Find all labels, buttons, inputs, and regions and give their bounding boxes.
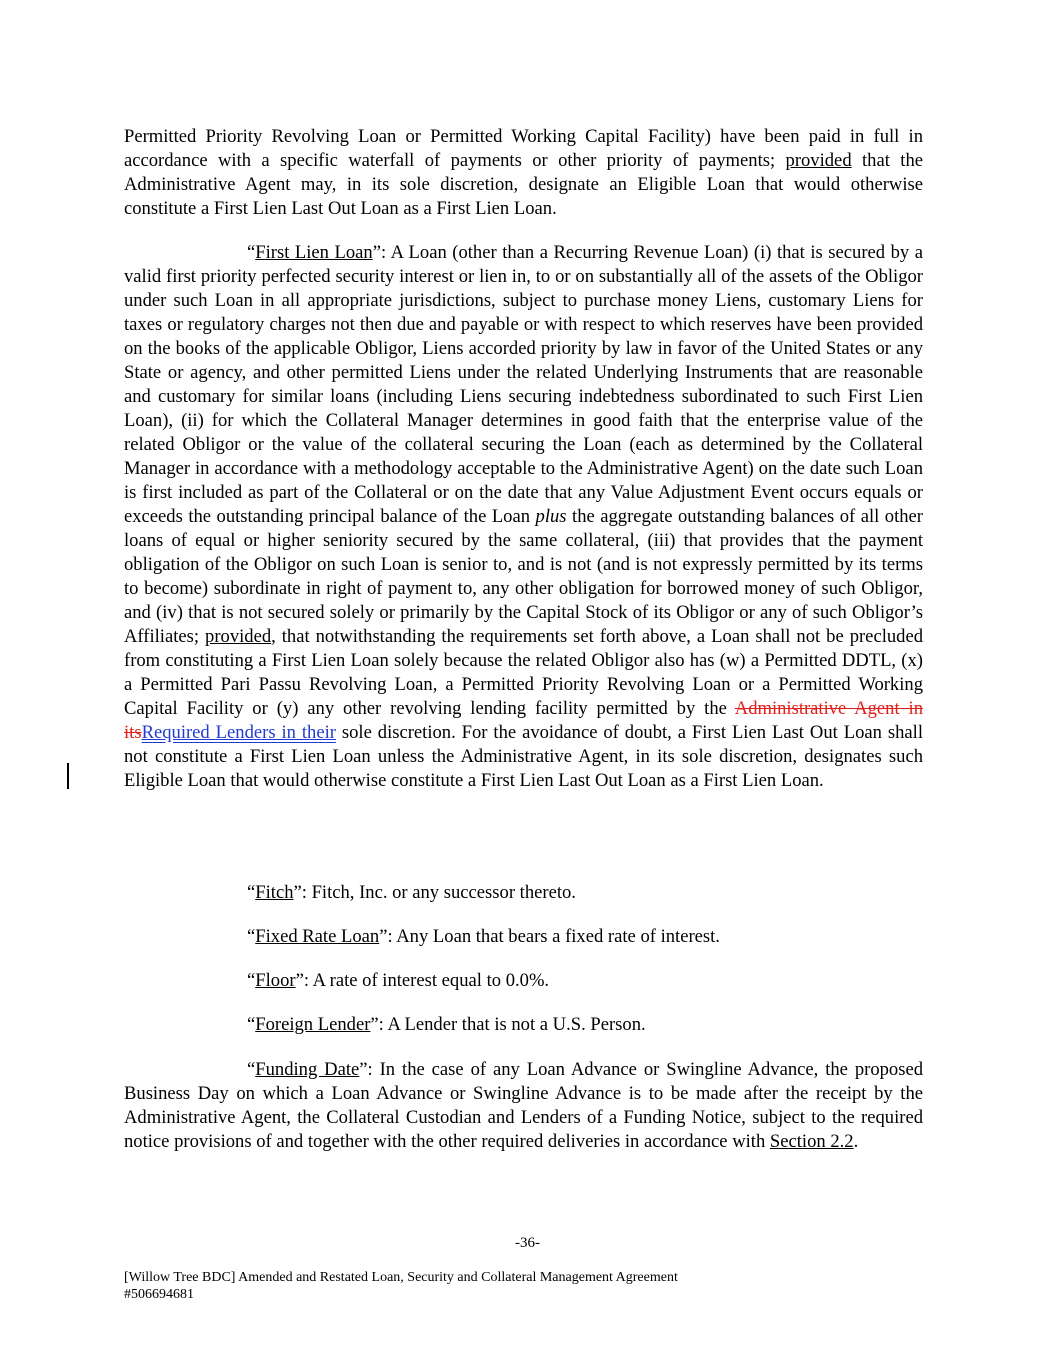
- page-number: -36-: [515, 1235, 540, 1251]
- paragraph-first-lien-last-out-continuation: Permitted Priority Revolving Loan or Permitted Working Capital Facility) have been paid in full in accordance with a specific waterfall of payments or other priority of payments; provided that the Administrative Agent may, in its sole discretion, designate an Eligible Loan that would otherwise constitute a First Lien Last Out Loan as a First Lien Loan.: [124, 126, 923, 219]
- provided-term: provided: [785, 150, 852, 171]
- footer-doc-id: #506694681: [124, 1287, 194, 1302]
- definition-fixed-rate-loan: “Fixed Rate Loan”: Any Loan that bears a fixed rate of interest.: [247, 926, 720, 947]
- definition-floor: “Floor”: A rate of interest equal to 0.0%.: [247, 970, 550, 991]
- defined-term: Floor: [255, 970, 296, 991]
- inserted-text: Required Lenders in their: [141, 722, 336, 743]
- emphasis-plus: plus: [535, 506, 567, 527]
- definition-funding-date: “Funding Date”: In the case of any Loan Advance or Swingline Advance, the proposed Business Day on which a Loan Advance or Swingline Advance is to be made after the receipt by the Administrative Agent, the Collateral Custodian and Lenders of a Funding Notice, subject to the required notice provisions of and together with the other required deliveries in accordance with Section 2.2.: [124, 1059, 923, 1152]
- provided-term: provided: [205, 626, 272, 647]
- defined-term: Fitch: [255, 882, 294, 903]
- footer-title: [Willow Tree BDC] Amended and Restated Loan, Security and Collateral Management Agreement: [124, 1270, 678, 1285]
- defined-term: Foreign Lender: [255, 1014, 371, 1035]
- definition-fitch: “Fitch”: Fitch, Inc. or any successor thereto.: [247, 882, 576, 903]
- definition-first-lien-loan: “First Lien Loan”: A Loan (other than a Recurring Revenue Loan) (i) that is secured by a valid first priority perfected security interest or lien in, to or on substantially all of the assets of the Obligor under such Loan in all appropriate jurisdictions, subject to purchase money Liens, customary Liens for taxes or regulatory charges not then due and payable or with respect to which reserves have been provided on the books of the applicable Obligor, Liens accorded priority by law in favor of the United States or any State or agency, and other permitted Liens under the related Underlying Instruments that are reasonable and customary for similar loans (including Liens securing indebtedness subordinated to such First Lien Loan), (ii) for which the Collateral Manager determines in good faith that the enterprise value of the related Obligor or the value of the collateral securing the Loan (each as determined by the Collateral Manager in accordance with a methodology acceptable to the Administrative Agent) on the date such Loan is first included as part of the Collateral or on the date that any Value Adjustment Event occurs equals or exceeds the outstanding principal balance of the Loan plus the aggregate outstanding balances of all other loans of equal or higher seniority secured by the same collateral, (iii) that provides that the payment obligation of the Obligor on such Loan is senior to, and is not (and is not expressly permitted by its terms to become) subordinate in right of payment to, any other obligation for borrowed money of such Obligor, and (iv) that is not secured solely or primarily by the Capital Stock of its Obligor or any of such Obligor’s Affiliates; provided, that notwithstanding the requirements set forth above, a Loan shall not be precluded from constituting a First Lien Loan solely because the related Obligor also has (w) a Permitted DDTL, (x) a Permitted Pari Passu Revolving Loan, a Permitted Priority Revolving Loan or a Permitted Working Capital Facility or (y) any other revolving lending facility permitted by the Administrative Agent in itsRequired Lenders in their sole discretion. For the avoidance of doubt, a First Lien Last Out Loan shall not constitute a First Lien Loan unless the Administrative Agent, in its sole discretion, designates such Eligible Loan that would otherwise constitute a First Lien Last Out Loan as a First Lien Loan.: [124, 242, 923, 791]
- defined-term: Fixed Rate Loan: [255, 926, 380, 947]
- defined-term: Funding Date: [255, 1059, 360, 1080]
- deleted-text: Administrative Agent in its: [124, 698, 923, 743]
- revision-change-bar: [67, 763, 69, 789]
- definition-foreign-lender: “Foreign Lender”: A Lender that is not a U.S. Person.: [247, 1014, 646, 1035]
- document-footer: [124, 1269, 678, 1303]
- defined-term: First Lien Loan: [255, 242, 373, 263]
- section-reference: Section 2.2: [769, 1131, 854, 1152]
